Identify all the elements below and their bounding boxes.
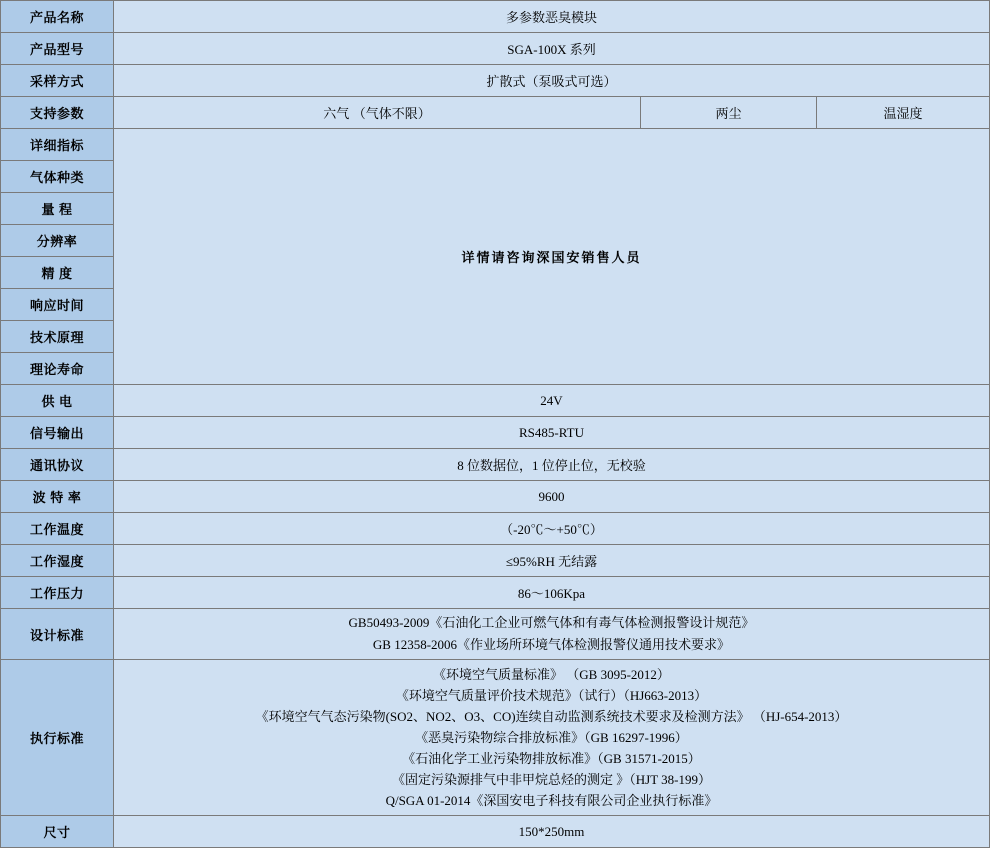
table-row: [1, 577, 990, 609]
exec-standard-line: 《环境空气质量标准》 （GB 3095-2012）: [433, 667, 670, 682]
exec-standard-line: 《固定污染源排气中非甲烷总烃的测定 》（HJT 38-199）: [392, 772, 711, 787]
row-label-work-humidity: 工作湿度: [1, 545, 114, 577]
detail-note: 详情请咨询深国安销售人员: [114, 129, 990, 385]
design-standard-line: GB50493-2009《石油化工企业可燃气体和有毒气体检测报警设计规范》: [348, 615, 755, 630]
row-label-range: 量 程: [1, 193, 114, 225]
table-row: [1, 545, 990, 577]
row-value-size: 150*250mm: [114, 816, 990, 848]
row-label-design-standard: 设计标准: [1, 609, 114, 660]
row-label-lifetime: 理论寿命: [1, 353, 114, 385]
table-row: [1, 1, 990, 33]
exec-standard-line: Q/SGA 01-2014《深国安电子科技有限公司企业执行标准》: [385, 793, 718, 808]
exec-standard-line: 《石油化学工业污染物排放标准》（GB 31571-2015）: [402, 751, 701, 766]
row-label-product-model: 产品型号: [1, 33, 114, 65]
row-value-power: 24V: [114, 385, 990, 417]
table-row: [1, 129, 990, 161]
row-value-work-pressure: 86～106Kpa: [114, 577, 990, 609]
table-row: [1, 33, 990, 65]
row-label-accuracy: 精 度: [1, 257, 114, 289]
row-value-baud-rate: 9600: [114, 481, 990, 513]
row-value-design-standard: [114, 609, 990, 660]
table-row: [1, 449, 990, 481]
row-value-support-params-dust: 两尘: [641, 97, 817, 129]
row-label-baud-rate: 波 特 率: [1, 481, 114, 513]
row-label-signal-output: 信号输出: [1, 417, 114, 449]
row-label-protocol: 通讯协议: [1, 449, 114, 481]
row-label-work-pressure: 工作压力: [1, 577, 114, 609]
table-row: [1, 65, 990, 97]
row-label-principle: 技术原理: [1, 321, 114, 353]
row-label-power: 供 电: [1, 385, 114, 417]
row-label-exec-standard: 执行标准: [1, 660, 114, 816]
row-value-product-name: 多参数恶臭模块: [114, 1, 990, 33]
row-value-work-humidity: ≤95%RH 无结露: [114, 545, 990, 577]
row-label-sampling: 采样方式: [1, 65, 114, 97]
table-row: [1, 513, 990, 545]
table-row: [1, 609, 990, 660]
table-row: [1, 385, 990, 417]
table-row: [1, 816, 990, 848]
row-label-size: 尺寸: [1, 816, 114, 848]
exec-standard-line: 《恶臭污染物综合排放标准》（GB 16297-1996）: [415, 730, 688, 745]
row-label-work-temp: 工作温度: [1, 513, 114, 545]
exec-standard-line: 《环境空气质量评价技术规范》（试行）（HJ663-2013）: [395, 688, 708, 703]
row-value-product-model: SGA-100X 系列: [114, 33, 990, 65]
row-value-support-params-gas: 六气 （气体不限）: [114, 97, 641, 129]
row-value-work-temp: （-20℃～+50℃）: [114, 513, 990, 545]
row-value-signal-output: RS485-RTU: [114, 417, 990, 449]
table-row: [1, 660, 990, 816]
row-label-support-params: 支持参数: [1, 97, 114, 129]
row-label-detail-index: 详细指标: [1, 129, 114, 161]
row-label-gas-type: 气体种类: [1, 161, 114, 193]
table-row: [1, 417, 990, 449]
row-label-product-name: 产品名称: [1, 1, 114, 33]
row-value-exec-standard: [114, 660, 990, 816]
design-standard-line: GB 12358-2006《作业场所环境气体检测报警仪通用技术要求》: [372, 637, 731, 652]
exec-standard-line: 《环境空气气态污染物(SO2、NO2、O3、CO)连续自动监测系统技术要求及检测方法》 （HJ-654-2013）: [255, 709, 848, 724]
table-row: [1, 97, 990, 129]
table-row: [1, 481, 990, 513]
row-value-support-params-temp-humidity: 温湿度: [817, 97, 990, 129]
row-value-sampling: 扩散式（泵吸式可选）: [114, 65, 990, 97]
row-label-response-time: 响应时间: [1, 289, 114, 321]
row-label-resolution: 分辨率: [1, 225, 114, 257]
row-value-protocol: 8 位数据位，1 位停止位，无校验: [114, 449, 990, 481]
